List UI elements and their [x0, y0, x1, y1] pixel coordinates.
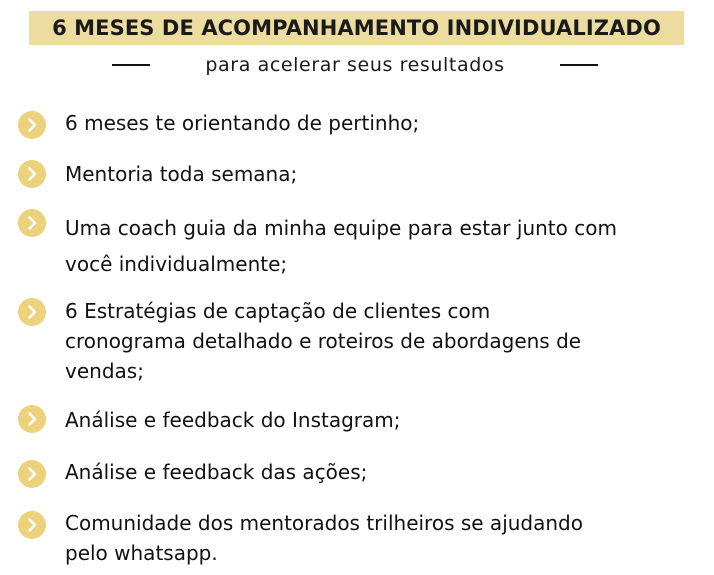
list-item-line: cronograma detalhado e roteiros de abordagens de	[65, 329, 582, 353]
chevron-right-icon	[18, 405, 46, 433]
list-item	[65, 508, 583, 568]
list-bullet	[18, 111, 46, 139]
list-item-line: Comunidade dos mentorados trilheiros se ajudando	[65, 511, 583, 535]
list-bullet	[18, 209, 46, 237]
list-item	[65, 457, 367, 487]
list-item-line: vendas;	[65, 359, 144, 383]
subtitle-row	[112, 51, 598, 79]
list-item-line: Análise e feedback das ações;	[65, 460, 368, 484]
list-item	[65, 405, 400, 435]
list-item	[65, 108, 419, 138]
chevron-right-icon	[18, 460, 46, 488]
list-item	[65, 159, 297, 189]
list-item-line: pelo whatsapp.	[65, 541, 218, 565]
chevron-right-icon	[18, 298, 46, 326]
list-bullet	[18, 460, 46, 488]
subtitle-rule-left	[112, 64, 150, 66]
list-item-line: você individualmente;	[65, 252, 288, 276]
list-item	[65, 296, 581, 386]
list-bullet	[18, 511, 46, 539]
list-item-line: 6 Estratégias de captação de clientes com	[65, 299, 491, 323]
list-item	[65, 210, 617, 282]
chevron-right-icon	[18, 160, 46, 188]
list-bullet	[18, 298, 46, 326]
list-item-line: Uma coach guia da minha equipe para estar junto com	[65, 216, 617, 240]
list-item-line: Análise e feedback do Instagram;	[65, 408, 401, 432]
page-subtitle: para acelerar seus resultados	[205, 54, 505, 76]
subtitle-rule-right	[560, 64, 598, 66]
page-title: 6 MESES DE ACOMPANHAMENTO INDIVIDUALIZADO	[52, 16, 661, 40]
chevron-right-icon	[18, 209, 46, 237]
list-bullet	[18, 405, 46, 433]
list-item-line: 6 meses te orientando de pertinho;	[65, 111, 420, 135]
chevron-right-icon	[18, 111, 46, 139]
list-item-line: Mentoria toda semana;	[65, 162, 298, 186]
chevron-right-icon	[18, 511, 46, 539]
list-bullet	[18, 160, 46, 188]
